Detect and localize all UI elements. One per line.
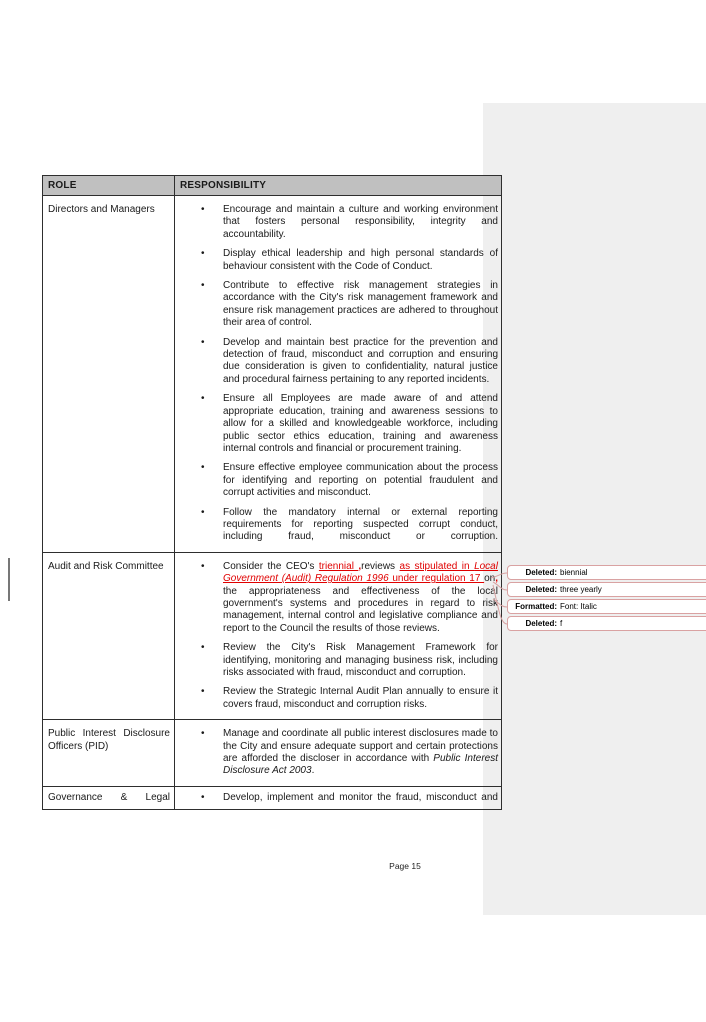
table-row — [43, 720, 502, 787]
revision-balloon[interactable] — [507, 582, 706, 597]
body-text: on — [484, 573, 496, 585]
body-text: Review the City's Risk Management Framework for identifying, monitoring and managing business risk, including risks associated with fraud, misconduct and corruption. — [223, 642, 498, 678]
revision-balloon[interactable] — [507, 616, 706, 631]
bullet-item — [175, 393, 499, 455]
page-number: Page 15 — [389, 861, 421, 871]
bullet-text — [223, 728, 499, 778]
body-text: Manage and coordinate all public interest disclosures made to the City and ensure adequate support and certain protections are afforded the discloser in accordance with — [223, 728, 498, 765]
bullet-text — [223, 248, 499, 273]
tracked-change-text: Public Interest Disclosure Act 2003 — [223, 753, 498, 777]
bullet-icon: • — [201, 791, 205, 803]
change-connector-lines — [490, 565, 508, 637]
responsibility-cell — [175, 196, 502, 553]
bullet-text — [223, 642, 499, 679]
bullet-item — [175, 507, 499, 544]
bullet-item — [175, 280, 499, 330]
bullet-text — [223, 561, 499, 635]
role-cell: Audit and Risk Committee — [43, 552, 175, 719]
column-header-role: ROLE — [43, 176, 175, 196]
bullet-item — [175, 462, 499, 499]
body-text: reviews — [361, 560, 400, 572]
bullet-icon: • — [201, 560, 205, 572]
body-text: Review the Strategic Internal Audit Plan annually to ensure it covers fraud, misconduct and corruption risks. — [223, 686, 498, 710]
tracked-change-bar — [8, 558, 10, 601]
bullet-icon: • — [201, 642, 205, 654]
body-text: the appropriateness and effectiveness of the local government's systems and procedures in regard to risk management, internal control and legislative compliance and report to the Council the results of those reviews. — [223, 585, 498, 634]
bullet-text — [223, 393, 499, 455]
bullet-text — [223, 686, 499, 711]
bullet-item — [175, 561, 499, 635]
revision-balloon[interactable] — [507, 599, 706, 614]
bullet-icon: • — [201, 728, 205, 740]
bullet-icon: • — [201, 336, 205, 348]
bullet-text — [223, 280, 499, 330]
bullet-item — [175, 204, 499, 241]
bullet-icon: • — [201, 462, 205, 474]
column-header-responsibility: RESPONSIBILITY — [175, 176, 502, 196]
bullet-text — [223, 507, 499, 544]
tracked-change-text: triennial — [318, 560, 359, 572]
table-body — [43, 196, 502, 810]
balloon-label: Formatted: — [515, 602, 557, 611]
bullet-icon: • — [201, 686, 205, 698]
bullet-icon: • — [201, 393, 205, 405]
table-header-row — [43, 176, 502, 196]
bullet-text — [223, 337, 499, 387]
table-row — [43, 196, 502, 553]
body-text: Ensure effective employee communication about the process for identifying and reporting on potential fraudulent and corrupt activities and misconduct. — [223, 462, 498, 499]
body-text: Follow the mandatory internal or external reporting requirements for reporting suspected corrupt conduct, including fraud, misconduct or corruption. — [223, 506, 498, 543]
bullet-text — [223, 792, 499, 804]
body-text: Encourage and maintain a culture and working environment that fosters personal responsibility, integrity and accountability. — [223, 204, 498, 240]
table-row — [43, 552, 502, 719]
bullet-text — [223, 204, 499, 241]
revision-balloon[interactable] — [507, 565, 706, 580]
body-text: Display ethical leadership and high personal standards of behaviour consistent with the Code of Conduct. — [223, 248, 498, 272]
balloon-value: f — [560, 619, 563, 628]
bullet-icon: • — [201, 506, 205, 518]
body-text: Consider the CEO's — [223, 560, 319, 572]
tracked-change-text: , — [358, 560, 362, 572]
review-markup-area — [483, 103, 706, 915]
role-cell: Governance & Legal — [43, 786, 175, 809]
bullet-item — [175, 686, 499, 711]
bullet-item — [175, 792, 499, 804]
roles-responsibilities-table — [42, 175, 502, 810]
tracked-change-text: under regulation 17 — [388, 573, 485, 585]
bullet-item — [175, 248, 499, 273]
body-text: . — [311, 765, 315, 777]
bullet-icon: • — [201, 280, 205, 292]
balloon-value: biennial — [560, 568, 588, 577]
body-text: Ensure all Employees are made aware of and attend appropriate education, training and awareness sessions to allow for a skilled and knowledgeable workforce, including public sector ethics education, training and awareness internal controls and financial or procurement training. — [223, 393, 498, 454]
table-row — [43, 786, 502, 809]
revision-balloons — [507, 565, 706, 633]
tracked-change-text: as stipulated in — [399, 560, 475, 572]
bullet-item — [175, 728, 499, 778]
balloon-label: Deleted: — [525, 619, 557, 628]
bullet-text — [223, 462, 499, 499]
tracked-change-text: , — [495, 573, 499, 585]
tracked-change-text: Local Government (Audit) Regulation 1996 — [223, 560, 498, 585]
body-text: Develop, implement and monitor the fraud, misconduct and — [223, 791, 498, 803]
balloon-label: Deleted: — [525, 568, 557, 577]
balloon-label: Deleted: — [525, 585, 557, 594]
body-text: Develop and maintain best practice for the prevention and detection of fraud, misconduct and corruption and ensuring due consideration is given to confidentiality, natural justice and procedural fairness pertaining to any reported incidents. — [223, 336, 498, 385]
responsibility-cell — [175, 720, 502, 787]
bullet-item — [175, 642, 499, 679]
role-cell: Public Interest Disclosure Officers (PID) — [43, 720, 175, 787]
role-cell: Directors and Managers — [43, 196, 175, 553]
responsibility-cell — [175, 786, 502, 809]
bullet-icon: • — [201, 248, 205, 260]
responsibility-cell — [175, 552, 502, 719]
bullet-item — [175, 337, 499, 387]
balloon-value: Font: Italic — [560, 602, 597, 611]
body-text: Contribute to effective risk management strategies in accordance with the City's risk management framework and ensure risk management practices are adhered to throughout their area of control. — [223, 280, 498, 329]
balloon-value: three yearly — [560, 585, 602, 594]
bullet-icon: • — [201, 204, 205, 215]
